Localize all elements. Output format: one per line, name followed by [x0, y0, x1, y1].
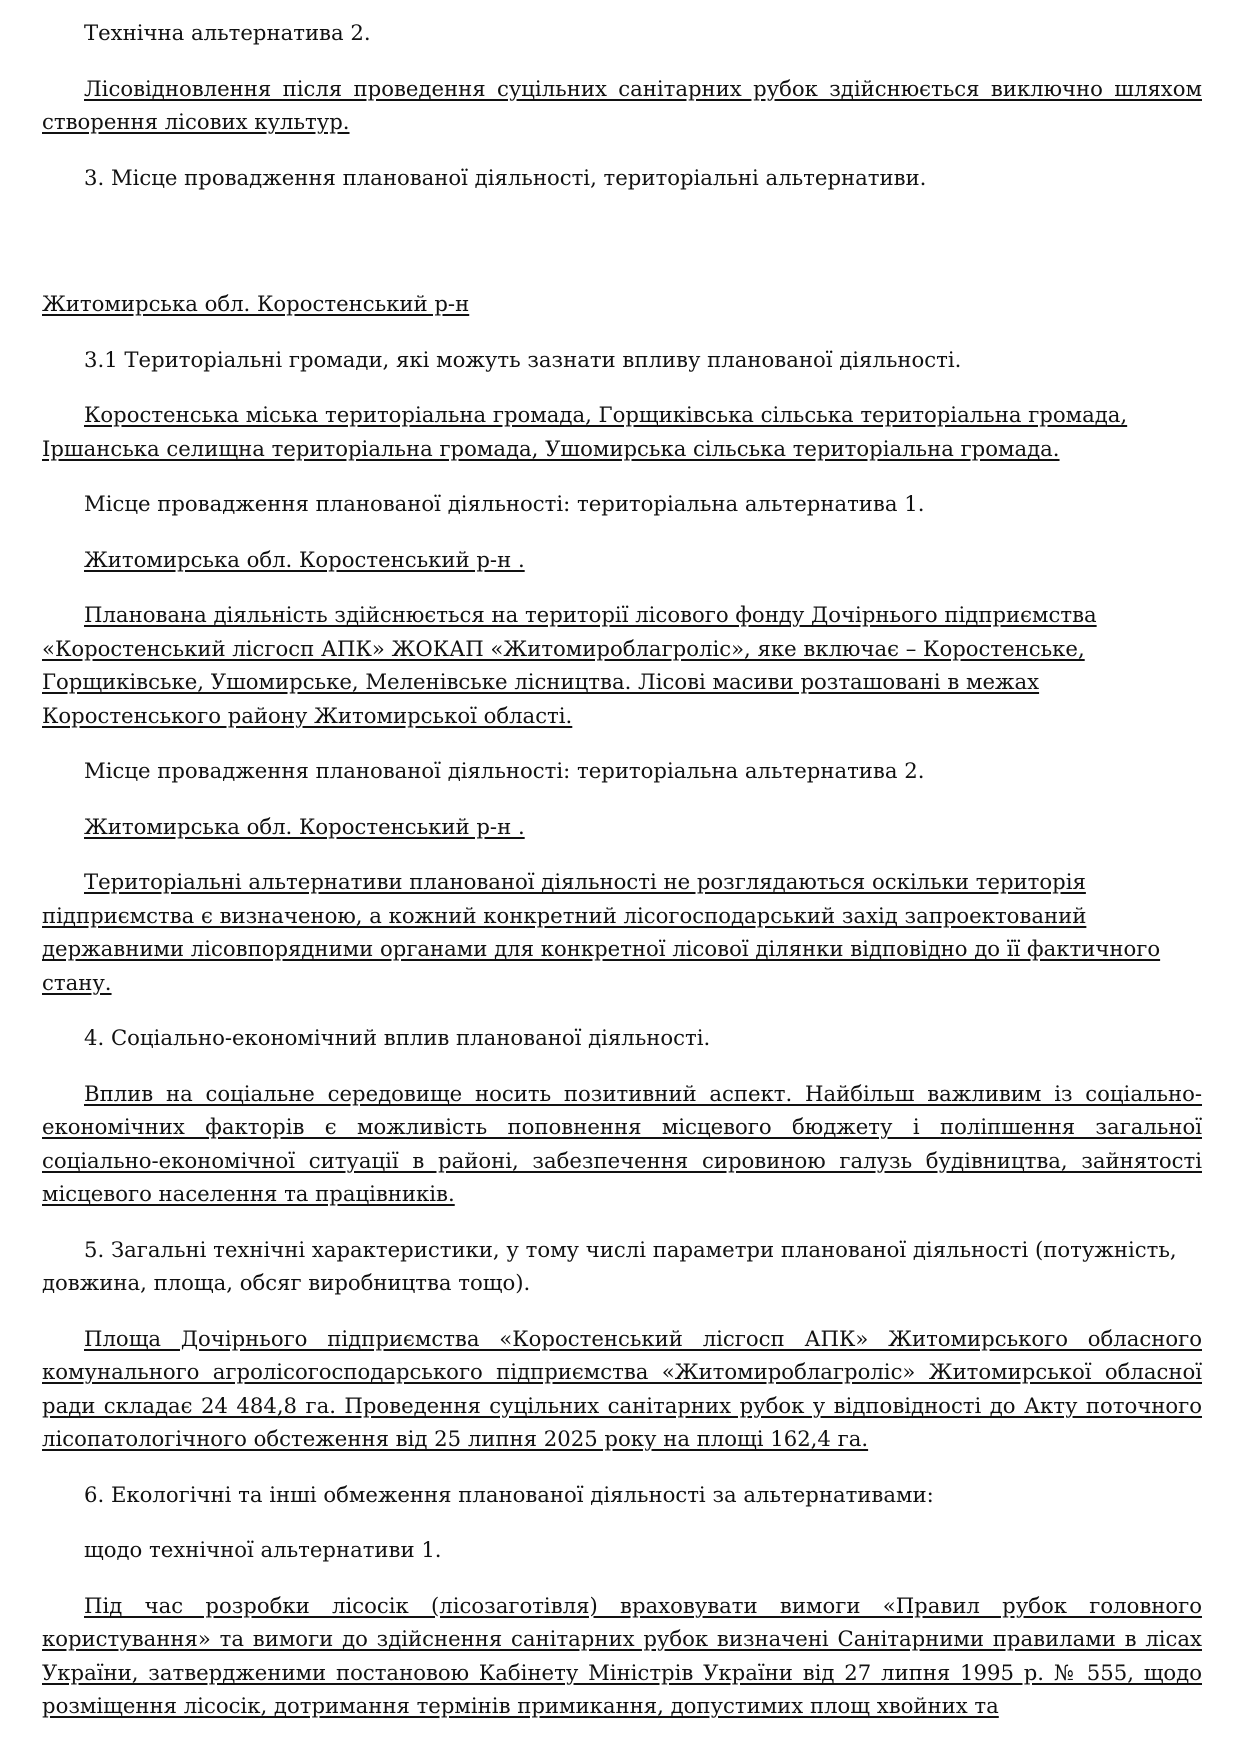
paragraph-territorial-alt-1: Місце провадження планованої діяльності: територіальна альтернатива 1.: [84, 491, 925, 516]
paragraph-alternatives-not-considered: Територіальні альтернативи планованої діяльності не розглядаються оскільки територія підприємства є визначеною, а кожний конкретний лісогосподарський захід запроектований державними лісовпорядними органами для конкретної лісової ділянки відповідно до її фактичного стану.: [42, 869, 1161, 995]
paragraph-technical-alt-1-restrictions: щодо технічної альтернативи 1.: [84, 1537, 442, 1562]
paragraph-social-impact: Вплив на соціальне середовище носить позитивний аспект. Найбільш важливим із соціально-економічних факторів є можливість поповнення місцевого бюджету і поліпшення загальної соціально-економічної ситуації в районі, забезпечення сировиною галузь будівництва, зайнятості місцевого населення та працівників.: [42, 1080, 1202, 1206]
paragraph-area: Площа Дочірнього підприємства «Коростенський лісгосп АПК» Житомирського обласного комунального агролісогосподарського підприємства «Житомироблагроліс» Житомирської обласної ради складає 24 484,8 га. Проведення суцільних санітарних рубок у відповідності до Акту поточного лісопатологічного обстеження від 25 липня 2025 року на площі 162,4 га.: [42, 1325, 1202, 1451]
heading-ecological-restrictions: 6. Екологічні та інші обмеження планованої діяльності за альтернативами:: [84, 1481, 934, 1507]
paragraph-region-alt-2: Житомирська обл. Коростенський р-н .: [84, 813, 525, 839]
paragraph-technical-alt-2: Технічна альтернатива 2.: [84, 20, 371, 45]
heading-technical-characteristics: 5. Загальні технічні характеристики, у тому числі параметри планованої діяльності (потужність, довжина, площа, обсяг виробництва тощо).: [42, 1236, 1177, 1295]
paragraph-forest-fund: Планована діяльність здійснюється на території лісового фонду Дочірнього підприємства «Коростенський лісгосп АПК» ЖОКАП «Житомироблагроліс», яке включає – Коростенське, Горщиківське, Ушомирське, Меленівське лісництва. Лісові масиви розташовані в межах Коростенського району Житомирської області.: [42, 602, 1097, 728]
paragraph-region-alt-1: Житомирська обл. Коростенський р-н .: [84, 546, 525, 572]
paragraph-region: Житомирська обл. Коростенський р-н: [42, 291, 470, 316]
paragraph-territorial-alt-2: Місце провадження планованої діяльності: територіальна альтернатива 2.: [84, 758, 925, 783]
heading-socio-economic: 4. Соціально-економічний вплив планованої діяльності.: [84, 1025, 711, 1050]
paragraph-communities-list: Коростенська міська територіальна громада, Горщиківська сільська територіальна громада, Іршанська селищна територіальна громада, Ушомирська сільська територіальна громада.: [42, 402, 1128, 461]
heading-communities: 3.1 Територіальні громади, які можуть зазнати впливу планованої діяльності.: [84, 346, 962, 372]
paragraph-reforestation: Лісовідновлення після проведення суцільних санітарних рубок здійснюється виключно шляхом створення лісових культур.: [42, 75, 1202, 134]
document-page: [42, 16, 1202, 1723]
paragraph-logging-rules: Під час розробки лісосік (лісозаготівля) враховувати вимоги «Правил рубок головного користування» та вимоги до здійснення санітарних рубок визначені Санітарними правилами в лісах України, затвердженими постановою Кабінету Міністрів України від 27 липня 1995 р. № 555, щодо розміщення лісосік, дотримання термінів примикання, допустимих площ хвойних та: [42, 1592, 1202, 1718]
heading-location-alternatives: 3. Місце провадження планованої діяльності, територіальні альтернативи.: [84, 164, 927, 190]
